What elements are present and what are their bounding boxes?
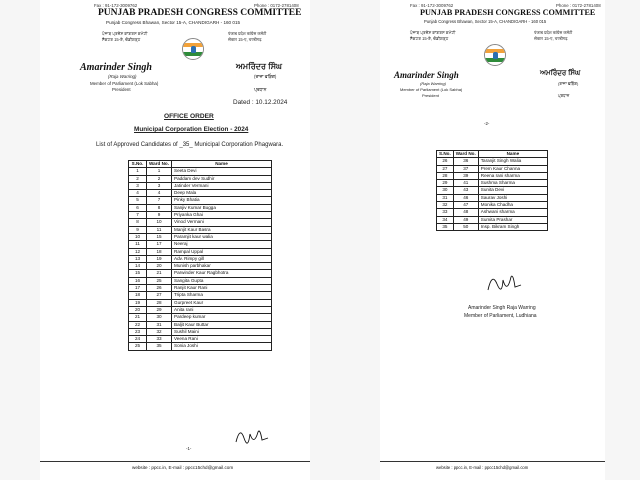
president-alias: (Raja Warring)	[420, 81, 446, 86]
cell-ward: 2	[147, 175, 172, 182]
cell-ward: 46	[453, 194, 478, 201]
cell-name: Jatinder Vermani	[172, 182, 272, 189]
cell-name: Paddam dev Sudhir	[172, 175, 272, 182]
cell-name: Parwinder Kaur Ragbhotra	[172, 270, 272, 277]
cell-name: Adv. Rimpy gill	[172, 255, 272, 262]
table-row	[129, 168, 272, 175]
cell-sno: 24	[129, 336, 147, 343]
cell-sno: 32	[437, 202, 454, 209]
cell-ward: 35	[147, 343, 172, 350]
table-row	[129, 292, 272, 299]
table-row	[129, 306, 272, 313]
cell-sno: 25	[129, 343, 147, 350]
cell-sno: 13	[129, 255, 147, 262]
cell-name: Pardeep kumar	[172, 314, 272, 321]
organization-address: Punjab Congress Bhawan, Sector 15-A, CHANDIGARH - 160 015	[106, 20, 241, 25]
phone-number: Phone : 0172-2781408	[556, 3, 601, 8]
cell-ward: 43	[453, 187, 478, 194]
cell-sno: 1	[129, 168, 147, 175]
phone-number: Phone : 0172-2781408	[254, 3, 299, 8]
cell-sno: 12	[129, 248, 147, 255]
cell-sno: 26	[437, 158, 454, 165]
cell-sno: 7	[129, 212, 147, 219]
cell-name: Anita rani	[172, 306, 272, 313]
table-row	[437, 165, 548, 172]
member-of-parliament-line: Member of Parliament (Lok Sabha)	[90, 81, 159, 86]
cell-ward: 10	[147, 219, 172, 226]
table-row	[129, 263, 272, 270]
table-row	[437, 158, 548, 165]
header-sno: S.No.	[129, 161, 147, 168]
table-row	[129, 212, 272, 219]
cell-sno: 11	[129, 241, 147, 248]
fax-number: Fax : 91-172-3009762	[94, 3, 138, 8]
table-row	[437, 187, 548, 194]
cell-name: Prem Kaur Channa	[478, 165, 547, 172]
header-name: Name	[478, 151, 547, 158]
member-of-parliament-line: Member of Parliament (Lok Sabha)	[400, 87, 463, 92]
cell-sno: 14	[129, 263, 147, 270]
cell-name: Sangita Gupta	[172, 277, 272, 284]
cell-ward: 18	[147, 248, 172, 255]
cell-name: Munish parbhakar	[172, 263, 272, 270]
table-row	[437, 194, 548, 201]
organization-name: PUNJAB PRADESH CONGRESS COMMITTEE	[98, 8, 302, 18]
table-row	[129, 336, 272, 343]
cell-sno: 17	[129, 285, 147, 292]
cell-ward: 20	[147, 263, 172, 270]
cell-name: Paramjit kaur walia	[172, 233, 272, 240]
page-number-2: -2-	[484, 121, 490, 126]
president-name: Amarinder Singh	[394, 70, 459, 80]
cell-ward: 7	[147, 197, 172, 204]
cell-name: Taranjit Singh Walia	[478, 158, 547, 165]
table-row	[437, 209, 548, 216]
cell-sno: 29	[437, 180, 454, 187]
candidates-table-2	[436, 150, 548, 231]
cell-sno: 18	[129, 292, 147, 299]
cell-ward: 49	[453, 216, 478, 223]
office-order-heading: OFFICE ORDER	[164, 113, 214, 120]
table-row	[129, 343, 272, 350]
cell-ward: 25	[147, 277, 172, 284]
cell-ward: 4	[147, 190, 172, 197]
document-page-2	[380, 0, 605, 480]
cell-sno: 10	[129, 233, 147, 240]
footer-contact: website : ppcc.in, E-mail : ppcc15chd@gmail.com	[132, 465, 234, 470]
cell-ward: 17	[147, 241, 172, 248]
cell-sno: 31	[437, 194, 454, 201]
cell-sno: 21	[129, 314, 147, 321]
table-row	[129, 314, 272, 321]
table-row	[129, 197, 272, 204]
footer-divider	[40, 461, 310, 462]
cell-ward: 30	[147, 314, 172, 321]
congress-logo	[182, 38, 204, 60]
table-header-row	[437, 151, 548, 158]
table-row	[437, 216, 548, 223]
cell-sno: 2	[129, 175, 147, 182]
cell-ward: 3	[147, 182, 172, 189]
cell-ward: 11	[147, 226, 172, 233]
cell-sno: 9	[129, 226, 147, 233]
cell-ward: 19	[147, 255, 172, 262]
candidates-table-1	[128, 160, 272, 351]
table-row	[129, 270, 272, 277]
cell-ward: 47	[453, 202, 478, 209]
president-title: President	[422, 93, 439, 98]
cell-ward: 31	[147, 321, 172, 328]
table-row	[129, 233, 272, 240]
cell-ward: 1	[147, 168, 172, 175]
cell-name: Ranjit Kaur Rani	[172, 285, 272, 292]
cell-ward: 39	[453, 172, 478, 179]
organization-address: Punjab Congress Bhawan, Sector 15-A, CHANDIGARH - 160 015	[424, 19, 547, 24]
cell-sno: 15	[129, 270, 147, 277]
gurmukhi-president-name: ਅਮਰਿੰਦਰ ਸਿੰਘ	[236, 62, 283, 71]
cell-sno: 33	[437, 209, 454, 216]
cell-sno: 35	[437, 223, 454, 230]
cell-name: Vinod Vermani	[172, 219, 272, 226]
table-row	[129, 204, 272, 211]
table-row	[129, 321, 272, 328]
president-name: Amarinder Singh	[80, 62, 152, 73]
table-row	[129, 277, 272, 284]
cell-name: Sushma Sharma	[478, 180, 547, 187]
table-row	[129, 241, 272, 248]
gurmukhi-alias: (ਰਾਜਾ ਵੜਿੰਗ)	[558, 81, 579, 86]
gurmukhi-president-name: ਅਮਰਿੰਦਰ ਸਿੰਘ	[540, 70, 581, 77]
header-name: Name	[172, 161, 272, 168]
header-sno: S.No.	[437, 151, 454, 158]
cell-sno: 3	[129, 182, 147, 189]
cell-ward: 37	[453, 165, 478, 172]
cell-ward: 27	[147, 292, 172, 299]
cell-sno: 22	[129, 321, 147, 328]
cell-name: Ashwani sharma	[478, 209, 547, 216]
table-row	[129, 255, 272, 262]
cell-ward: 50	[453, 223, 478, 230]
gurmukhi-org-line-1: ਪੰਜਾਬ ਪ੍ਰਦੇਸ਼ ਕਾਂਗਰਸ ਕਮੇਟੀ	[102, 31, 148, 36]
cell-ward: 9	[147, 212, 172, 219]
cell-name: Monika Chadha	[478, 202, 547, 209]
cell-sno: 23	[129, 328, 147, 335]
table-row	[437, 223, 548, 230]
hindi-org-line-2: सेक्टर 15-ए, चण्डीगढ़	[228, 37, 262, 42]
cell-sno: 34	[437, 216, 454, 223]
table-row	[437, 180, 548, 187]
cell-name: Pinky Bhatia	[172, 197, 272, 204]
gurmukhi-org-line-2: ਸੈਕਟਰ 15-ਏ, ਚੰਡੀਗੜ੍ਹ	[102, 37, 141, 42]
signatory-designation: Member of Parliament, Ludhiana	[464, 313, 537, 319]
cell-ward: 26	[147, 285, 172, 292]
cell-name: Sumita Prashar	[478, 216, 547, 223]
cell-sno: 19	[129, 299, 147, 306]
signature-graphic	[232, 424, 272, 452]
gurmukhi-alias: (ਰਾਜਾ ਵੜਿੰਗ)	[254, 74, 277, 79]
cell-ward: 29	[147, 306, 172, 313]
cell-sno: 16	[129, 277, 147, 284]
table-row	[129, 226, 272, 233]
order-subject: Municipal Corporation Election - 2024	[134, 126, 249, 133]
fax-number: Fax : 91-172-3009762	[410, 3, 454, 8]
cell-name: Tripta Sharma	[172, 292, 272, 299]
cell-ward: 8	[147, 204, 172, 211]
cell-ward: 36	[453, 158, 478, 165]
cell-ward: 21	[147, 270, 172, 277]
cell-name: Sushil Maini	[172, 328, 272, 335]
gurmukhi-org-line-2: ਸੈਕਟਰ 15-ਏ, ਚੰਡੀਗੜ੍ਹ	[410, 36, 449, 41]
cell-name: Reena rani sharma	[478, 172, 547, 179]
table-row	[129, 175, 272, 182]
cell-name: Rampal Uppal	[172, 248, 272, 255]
president-title: President	[112, 87, 131, 92]
cell-sno: 4	[129, 190, 147, 197]
footer-divider	[380, 461, 605, 462]
president-alias: (Raja Warring)	[108, 74, 137, 79]
cell-name: Insp. Bikram Singh	[478, 223, 547, 230]
table-row	[129, 285, 272, 292]
document-page-1	[40, 0, 310, 480]
cell-sno: 20	[129, 306, 147, 313]
order-date: Dated : 10.12.2024	[233, 99, 288, 106]
gurmukhi-title: ਪ੍ਰਧਾਨ	[254, 87, 267, 92]
cell-name: Baljit Kaur Buttar	[172, 321, 272, 328]
table-row	[129, 328, 272, 335]
cell-ward: 33	[147, 336, 172, 343]
cell-name: Sanjiv Kumar Bugga	[172, 204, 272, 211]
table-row	[129, 182, 272, 189]
footer-contact: website : ppcc.in, E-mail : ppcc15chd@gmail.com	[436, 465, 529, 470]
cell-ward: 15	[147, 233, 172, 240]
cell-sno: 28	[437, 172, 454, 179]
hindi-org-line-2: सेक्टर 15-ए, चण्डीगढ़	[534, 36, 568, 41]
table-row	[129, 299, 272, 306]
cell-sno: 27	[437, 165, 454, 172]
table-row	[129, 219, 272, 226]
table-header-row	[129, 161, 272, 168]
cell-ward: 28	[147, 299, 172, 306]
header-ward: Ward No.	[453, 151, 478, 158]
cell-name: Seeta Devi	[172, 168, 272, 175]
cell-name: Veena Rani	[172, 336, 272, 343]
table-row	[437, 202, 548, 209]
cell-ward: 41	[453, 180, 478, 187]
hindi-org-line-1: पंजाब प्रदेश कांग्रेस कमेटी	[534, 30, 573, 35]
cell-sno: 8	[129, 219, 147, 226]
page-number-1: -1-	[186, 446, 192, 451]
cell-name: Neeraj	[172, 241, 272, 248]
cell-name: Priyanka Ghai	[172, 212, 272, 219]
cell-name: Gurpreet Kaur	[172, 299, 272, 306]
cell-name: Deep Mala	[172, 190, 272, 197]
signature-graphic	[484, 268, 524, 300]
cell-name: Saurav Joshi	[478, 194, 547, 201]
table-row	[129, 190, 272, 197]
gurmukhi-org-line-1: ਪੰਜਾਬ ਪ੍ਰਦੇਸ਼ ਕਾਂਗਰਸ ਕਮੇਟੀ	[410, 30, 456, 35]
cell-ward: 32	[147, 328, 172, 335]
cell-sno: 30	[437, 187, 454, 194]
table-row	[129, 248, 272, 255]
cell-name: Sunita Devi	[478, 187, 547, 194]
hindi-org-line-1: पंजाब प्रदेश कांग्रेस कमेटी	[228, 31, 267, 36]
header-ward: Ward No.	[147, 161, 172, 168]
table-row	[437, 172, 548, 179]
gurmukhi-title: ਪ੍ਰਧਾਨ	[558, 93, 570, 98]
organization-name: PUNJAB PRADESH CONGRESS COMMITTEE	[420, 8, 596, 17]
congress-logo	[484, 44, 506, 66]
cell-name: Sonia Joshi	[172, 343, 272, 350]
signatory-name: Amarinder Singh Raja Warring	[468, 305, 536, 311]
cell-ward: 48	[453, 209, 478, 216]
cell-sno: 5	[129, 197, 147, 204]
cell-name: Manjit Kaur Basra	[172, 226, 272, 233]
order-intro: List of Approved Candidates of _35_ Municipal Corporation Phagwara.	[96, 142, 284, 148]
cell-sno: 6	[129, 204, 147, 211]
